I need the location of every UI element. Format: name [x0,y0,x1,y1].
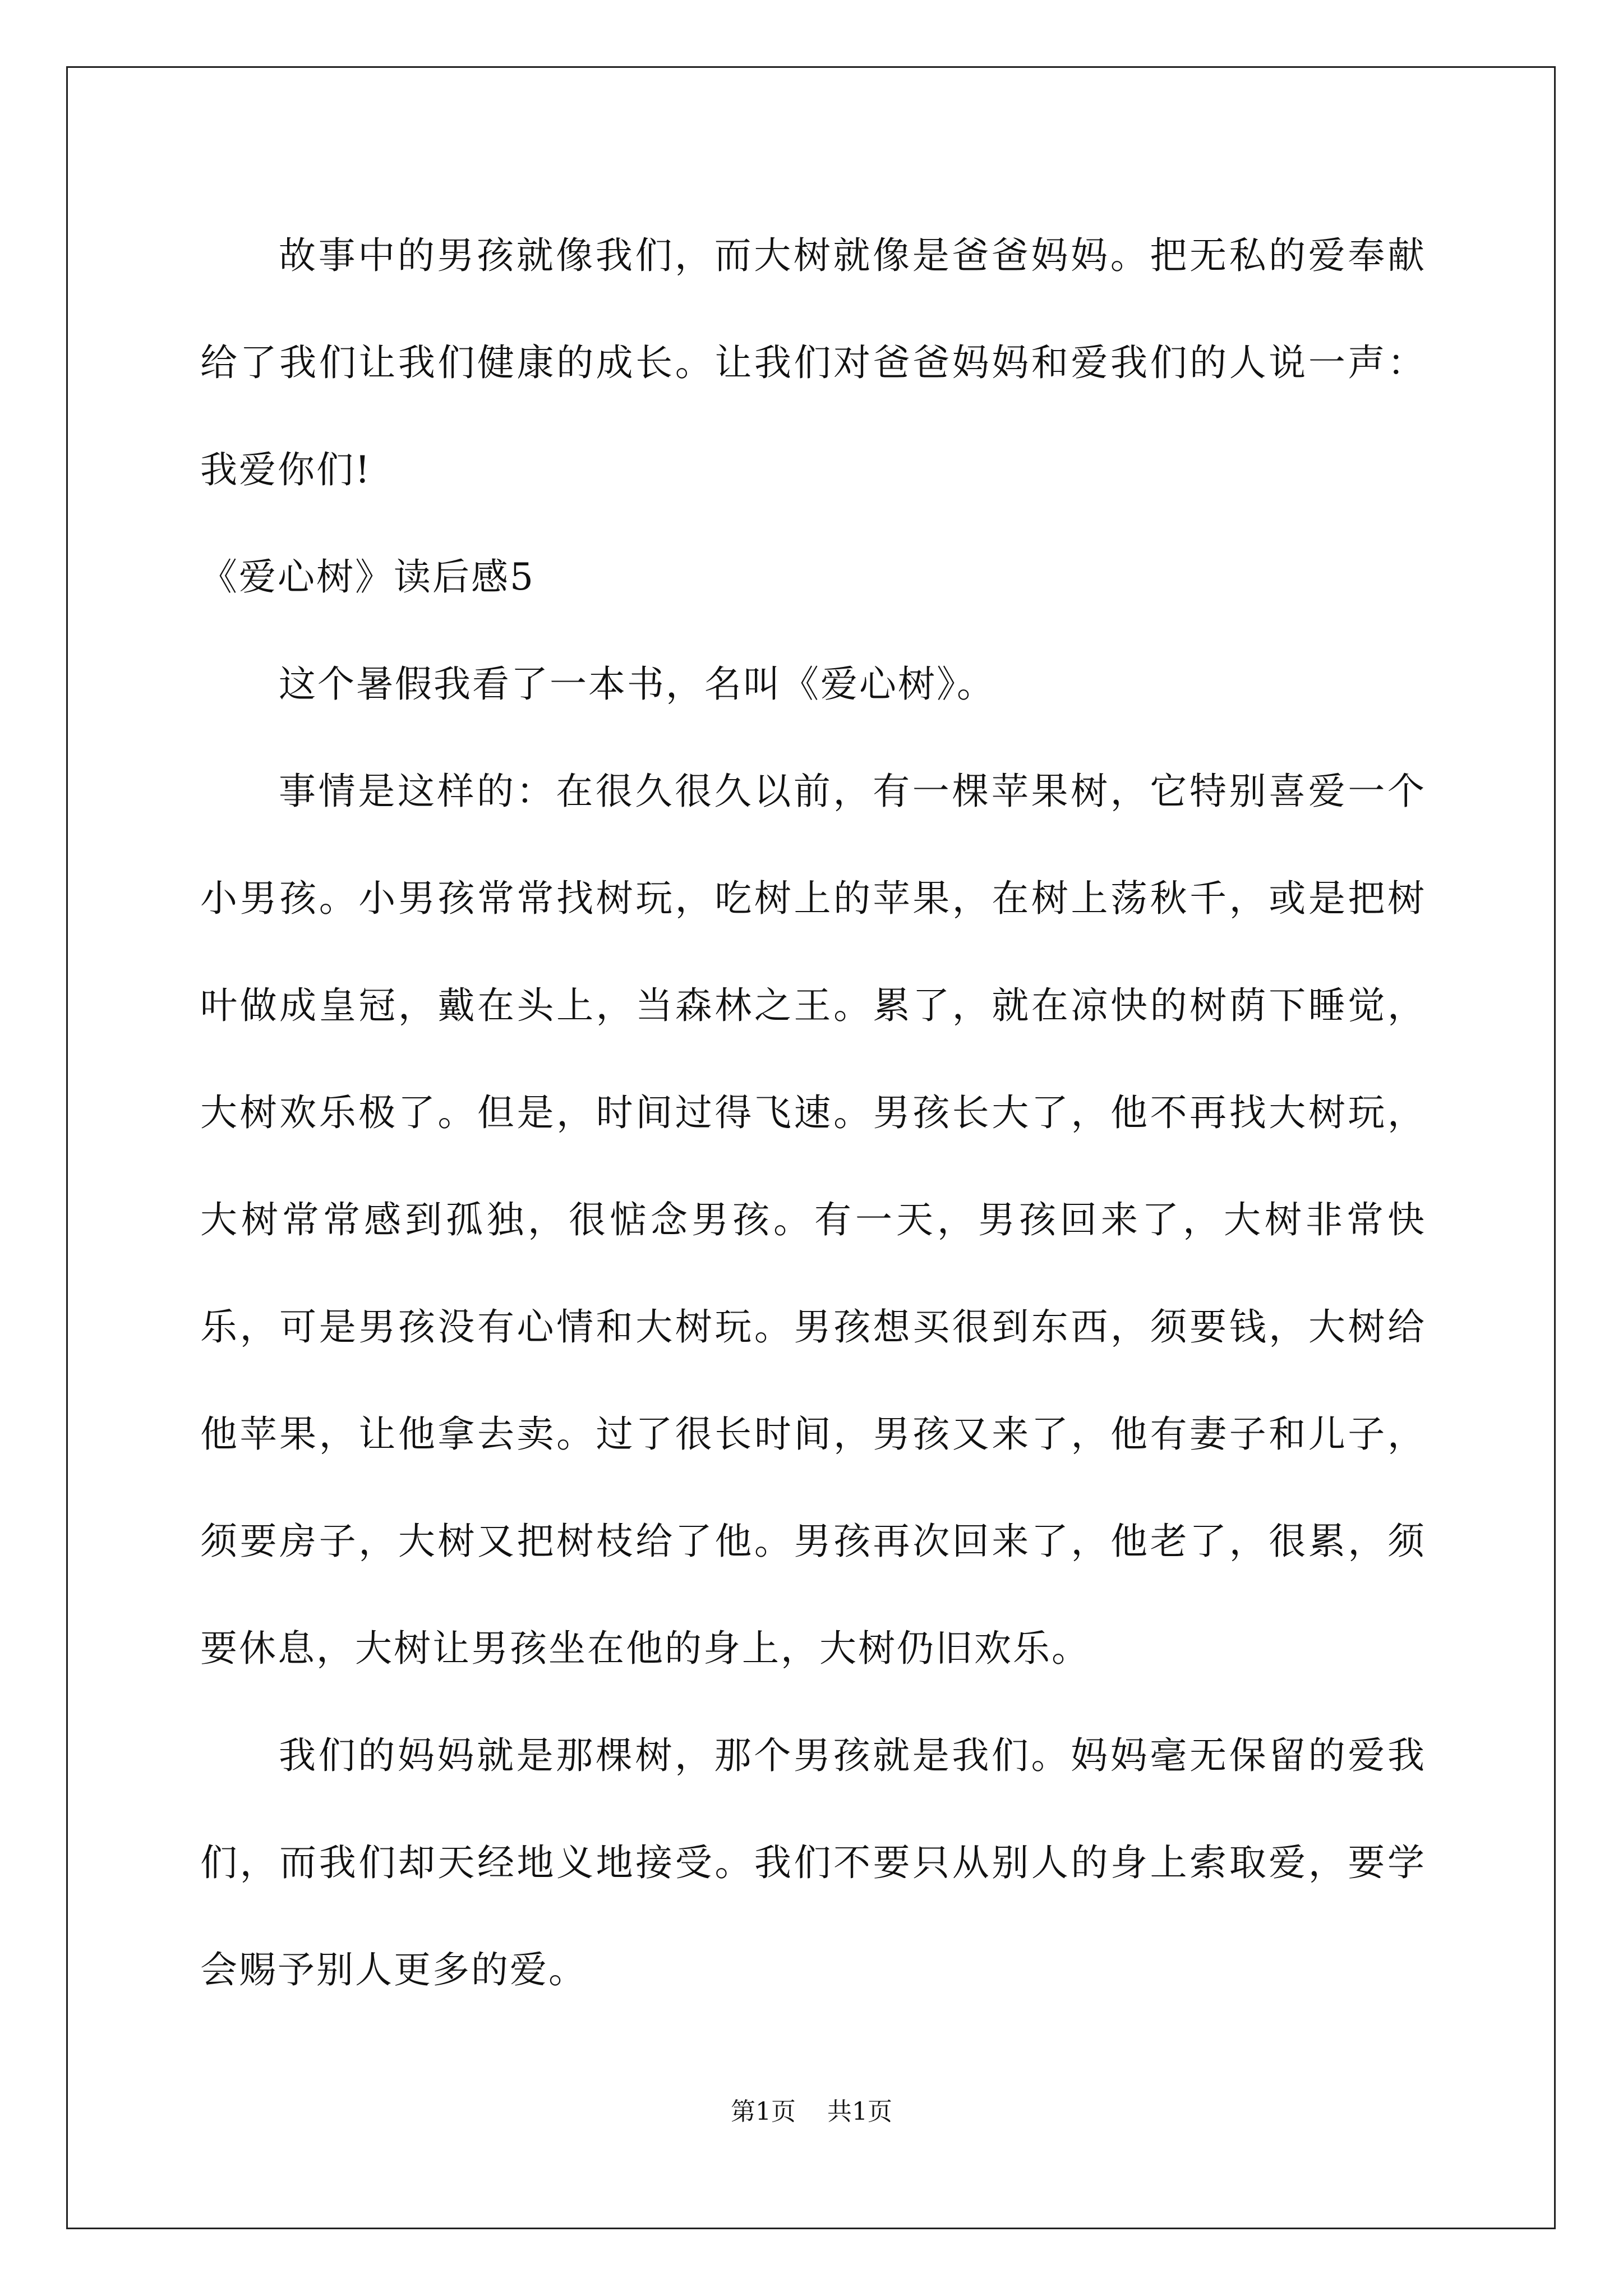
document-body [200,202,1426,2023]
paragraph-3: 事情是这样的：在很久很久以前，有一棵苹果树，它特别喜爱一个小男孩。小男孩常常找树玩，吃树上的苹果，在树上荡秋千，或是把树叶做成皇冠，戴在头上，当森林之王。累了，就在凉快的树荫下睡觉，大树欢乐极了。但是，时间过得飞速。男孩长大了，他不再找大树玩，大树常常感到孤独，很惦念男孩。有一天，男孩回来了，大树非常快乐，可是男孩没有心情和大树玩。男孩想买很到东西，须要钱，大树给他苹果，让他拿去卖。过了很长时间，男孩又来了，他有妻子和儿子，须要房子，大树又把树枝给了他。男孩再次回来了，他老了，很累，须要休息，大树让男孩坐在他的身上，大树仍旧欢乐。 [200,770,1426,1670]
paragraph-2: 这个暑假我看了一本书，名叫《爱心树》。 [279,662,995,706]
paragraph-1: 故事中的男孩就像我们，而大树就像是爸爸妈妈。把无私的爱奉献给了我们让我们健康的成长。让我们对爸爸妈妈和爱我们的人说一声：我爱你们! [200,234,1426,491]
page-total: 共1页 [827,2097,892,2126]
section-heading: 《爱心树》读后感5 [200,555,535,599]
paragraph-4: 我们的妈妈就是那棵树，那个男孩就是我们。妈妈毫无保留的爱我们，而我们却天经地义地接受。我们不要只从别人的身上索取爱，要学会赐予别人更多的爱。 [200,1734,1426,1991]
page-footer [0,2095,1623,2129]
page-number: 第1页 [731,2097,796,2126]
